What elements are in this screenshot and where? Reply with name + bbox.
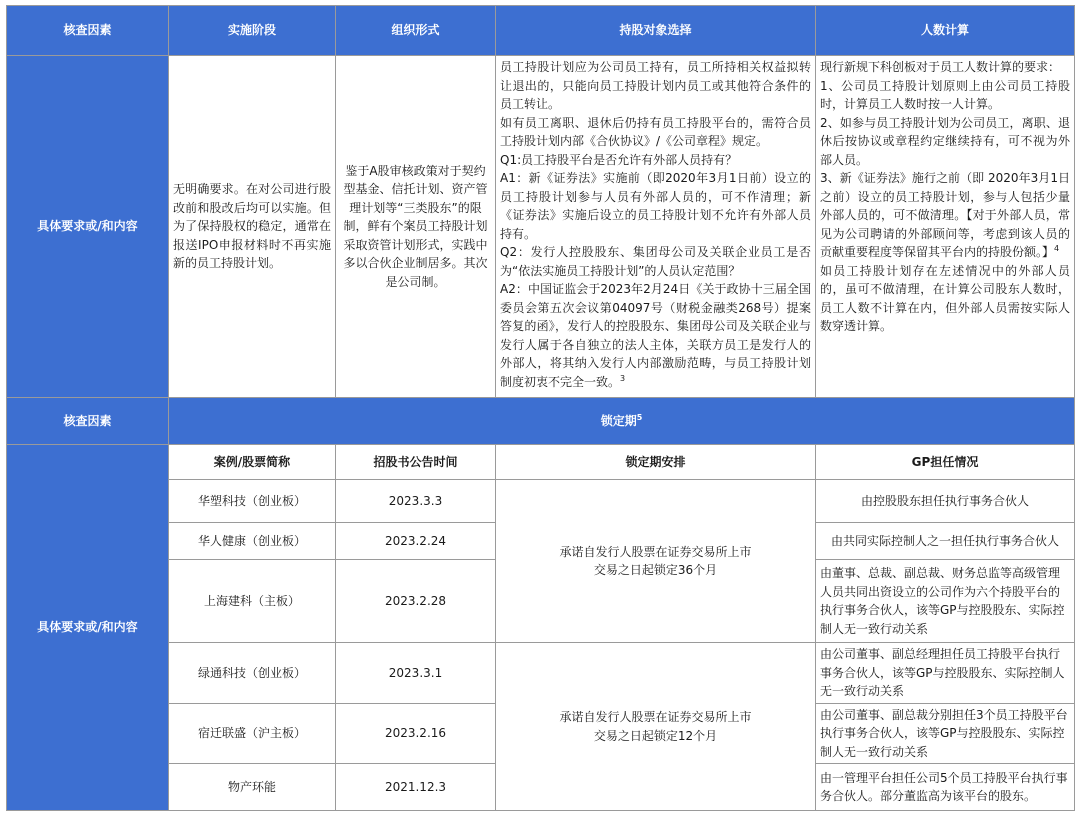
count-item-1: 1、公司员工持股计划原则上由公司员工持股时，计算员工人数时按一人计算。 <box>820 78 1070 111</box>
header-stage: 实施阶段 <box>169 6 336 56</box>
header-selection: 持股对象选择 <box>496 6 816 56</box>
case-name: 华塑科技（创业板） <box>169 480 336 523</box>
header-row <box>7 6 1075 56</box>
case-date: 2023.2.28 <box>336 560 496 643</box>
selection-q2: Q2：发行人控股股东、集团母公司及关联企业员工是否为“依法实施员工持股计划”的人员认定范围？ <box>500 245 811 278</box>
case-gp: 由控股股东担任执行事务合伙人 <box>816 480 1075 523</box>
count-item-3 <box>820 169 1070 262</box>
subheader-row <box>7 445 1075 480</box>
selection-cell <box>496 56 816 398</box>
case-date: 2023.3.1 <box>336 643 496 704</box>
case-gp: 由共同实际控制人之一担任执行事务合伙人 <box>816 523 1075 560</box>
case-name: 上海建科（主板） <box>169 560 336 643</box>
section2-header-row <box>7 398 1075 445</box>
section2-factor-label: 核查因素 <box>7 398 169 445</box>
selection-a2-text: A2：中国证监会于2023年2月24日《关于政协十三届全国委员会第五次会议第04097号（财税金融类268号）提案答复的函》，发行人的控股股东、集团母公司及关联企业与发行人属于各自独立的法人主体，关联方员工是发行人的外部人，将其纳入发行人内部激励范畴，与员工持股计划制度初衷不完全一致。 <box>500 282 811 389</box>
selection-para-2: 如有员工离职、退休后仍持有员工持股平台的，需符合员工持股计划内部《合伙协议》/《公司章程》规定。 <box>500 115 811 148</box>
count-item-2: 2、如参与员工持股计划为公司员工，离职、退休后按协议或章程约定继续持有，可不视为外部人员。 <box>820 115 1070 167</box>
case-name: 华人健康（创业板） <box>169 523 336 560</box>
lock12-text: 承诺自发行人股票在证券交易所上市交易之日起锁定12个月 <box>559 710 752 743</box>
section2-label: 具体要求或/和内容 <box>7 445 169 811</box>
case-gp: 由董事、总裁、副总裁、财务总监等高级管理人员共同出资设立的公司作为六个持股平台的执行事务合伙人，该等GP与控股股东、实际控制人无一致行动关系 <box>816 560 1075 643</box>
count-intro: 现行新规下科创板对于员工人数计算的要求： <box>820 60 1061 74</box>
count-text <box>816 56 1074 338</box>
lock36-text: 承诺自发行人股票在证券交易所上市交易之日起锁定36个月 <box>559 544 752 577</box>
verification-table <box>6 5 1075 811</box>
case-date: 2023.2.24 <box>336 523 496 560</box>
case-name: 绿通科技（创业板） <box>169 643 336 704</box>
selection-q1: Q1:员工持股平台是否允许有外部人员持有？ <box>500 152 738 167</box>
lock12-cell <box>496 643 816 811</box>
section1-row <box>7 56 1075 398</box>
case-name: 宿迁联盛（沪主板） <box>169 703 336 764</box>
case-gp: 由一管理平台担任公司5个员工持股平台执行事务合伙人。部分董监高为该平台的股东。 <box>816 764 1075 811</box>
stage-text: 无明确要求。在对公司进行股改前和股改后均可以实施。但为了保持股权的稳定，通常在报送IPO申报材料时不再实施新的员工持股计划。 <box>173 182 331 271</box>
subheader-lock: 锁定期安排 <box>496 445 816 480</box>
selection-a2 <box>500 280 811 391</box>
case-gp: 由公司董事、副总裁分别担任3个员工持股平台执行事务合伙人，该等GP与控股股东、实际控制人无一致行动关系 <box>816 703 1075 764</box>
lock36-cell <box>496 480 816 643</box>
form-text: 鉴于A股审核政策对于契约型基金、信托计划、资产管理计划等“三类股东”的限制，鲜有个案员工持股计划采取资管计划形式，实践中多以合伙企业制居多。其次是公司制。 <box>343 163 488 289</box>
subheader-case: 案例/股票简称 <box>169 445 336 480</box>
case-date: 2023.2.16 <box>336 703 496 764</box>
footnote-5: 5 <box>636 412 643 422</box>
header-factor: 核查因素 <box>7 6 169 56</box>
count-cell <box>816 56 1075 398</box>
count-item-3-text: 3、新《证券法》施行之前（即 2020年3月1日之前）设立的员工持股计划，参与人包括少量外部人员的，可不做清理。【对于外部人员，常见为公司聘请的外部顾问等，考虑到该人员的贡献重要程度等保留其平台内的持股份额。】 <box>820 171 1070 259</box>
lockup-title-text: 锁定期 <box>600 413 637 428</box>
selection-a1: A1：新《证券法》实施前（即2020年3月1日前）设立的员工持股计划参与人员有外部人员的，可不作清理；新《证券法》实施后设立的员工持股计划不允许有外部人员持有。 <box>500 171 811 241</box>
stage-cell <box>169 56 336 398</box>
case-name: 物产环能 <box>169 764 336 811</box>
form-cell <box>336 56 496 398</box>
header-form: 组织形式 <box>336 6 496 56</box>
lockup-title <box>169 398 1075 445</box>
case-date: 2021.12.3 <box>336 764 496 811</box>
footnote-3: 3 <box>620 373 626 383</box>
case-date: 2023.3.3 <box>336 480 496 523</box>
subheader-gp: GP担任情况 <box>816 445 1075 480</box>
header-count: 人数计算 <box>816 6 1075 56</box>
case-gp: 由公司董事、副总经理担任员工持股平台执行事务合伙人，该等GP与控股股东、实际控制人无一致行动关系 <box>816 643 1075 704</box>
selection-text <box>496 56 815 393</box>
subheader-date: 招股书公告时间 <box>336 445 496 480</box>
section1-label: 具体要求或/和内容 <box>7 56 169 398</box>
selection-para-1: 员工持股计划应为公司员工持有，员工所持相关权益拟转让退出的，只能向员工持股计划内员工或其他符合条件的员工转让。 <box>500 60 811 111</box>
count-note: 如员工持股计划存在左述情况中的外部人员的，虽可不做清理，在计算公司股东人数时，员工人数不计算在内，但外部人员需按实际人数穿透计算。 <box>820 263 1070 333</box>
footnote-4: 4 <box>1054 244 1060 253</box>
